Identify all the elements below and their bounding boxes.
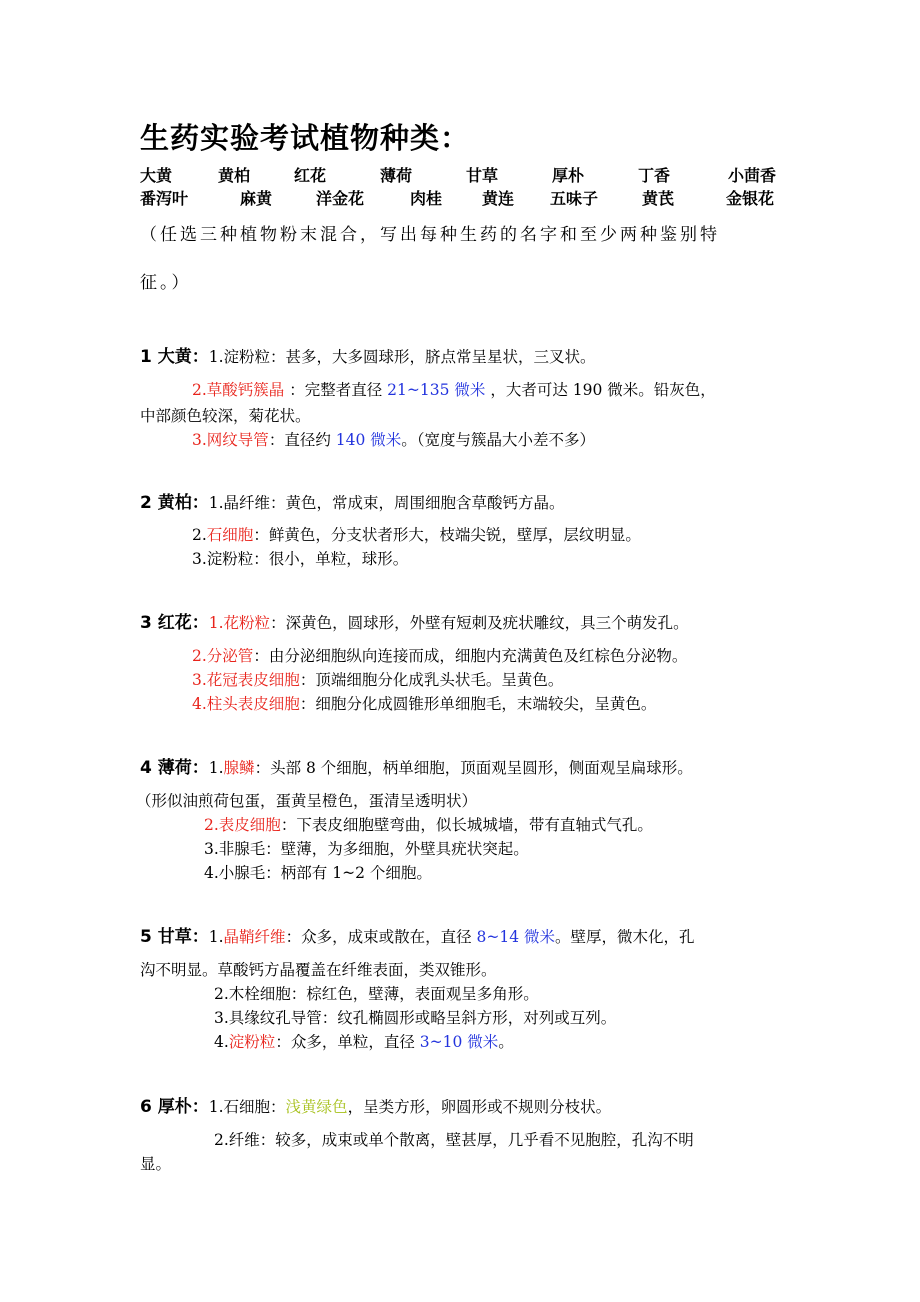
section-1-line: 中部颜色较深，菊花状。 [140, 407, 311, 425]
plant-item: 黄芪 [642, 189, 675, 208]
key-feature: 表皮细胞 [218, 816, 281, 834]
section-1-line: 2.草酸钙簇晶 ：完整者直径 21~135 微米 ，大者可达 190 微米。铅灰色， [192, 381, 716, 399]
section-5-line: 2.木栓细胞：棕红色，壁薄，表面观呈多角形。 [214, 985, 539, 1003]
key-feature: 花冠表皮细胞 [206, 671, 300, 689]
plant-item: 番泻叶 [140, 189, 189, 208]
plant-item: 丁香 [638, 166, 671, 185]
section-5-line: 5 甘草：1.晶鞘纤维：众多，成束或散在，直径 8~14 微米。壁厚，微木化，孔 [140, 927, 695, 947]
key-feature: 柱头表皮细胞 [206, 695, 300, 713]
section-1-line: 1 大黄：1.淀粉粒：甚多，大多圆球形，脐点常呈星状，三叉状。 [140, 347, 596, 367]
key-feature: 石细胞 [206, 526, 254, 544]
section-5-line: 4.淀粉粒：众多，单粒，直径 3~10 微米。 [214, 1033, 514, 1051]
plant-item: 红花 [294, 166, 327, 185]
section-2-line: 3.淀粉粒：很小，单粒，球形。 [192, 550, 409, 568]
section-heading: 1 大黄： [140, 347, 209, 367]
section-1-line: 3.网纹导管：直径约 140 微米。（宽度与簇晶大小差不多） [192, 431, 596, 449]
plant-item: 厚朴 [552, 166, 585, 185]
section-heading: 5 甘草： [140, 927, 209, 947]
instruction-note-line: （任选三种植物粉末混合，写出每种生药的名字和至少两种鉴别特 [140, 225, 720, 245]
section-heading: 3 红花： [140, 613, 209, 633]
measure-value: 8~14 微米 [476, 928, 555, 946]
measure-value: 140 微米 [335, 431, 402, 449]
plant-item: 大黄 [140, 166, 173, 185]
section-heading: 2 黄柏： [140, 493, 209, 513]
plant-item: 肉桂 [410, 189, 443, 208]
instruction-note-line: 征。） [140, 273, 192, 293]
section-4-line: 4.小腺毛：柄部有 1~2 个细胞。 [204, 864, 432, 882]
section-4-line: 4 薄荷：1.腺鳞：头部 8 个细胞，柄单细胞，顶面观呈圆形，侧面观呈扁球形。 [140, 758, 693, 778]
plant-item: 金银花 [726, 189, 775, 208]
section-5-line: 沟不明显。草酸钙方晶覆盖在纤维表面，类双锥形。 [140, 961, 497, 979]
plant-item: 甘草 [466, 166, 499, 185]
section-6-line: 6 厚朴：1.石细胞：浅黄绿色，呈类方形，卵圆形或不规则分枝状。 [140, 1097, 612, 1117]
section-4-line: （形似油煎荷包蛋，蛋黄呈橙色，蛋清呈透明状） [136, 792, 478, 810]
section-6-line: 2.纤维：较多，成束或单个散离，壁甚厚，几乎看不见胞腔，孔沟不明 [214, 1131, 694, 1149]
section-3-line: 3.花冠表皮细胞：顶端细胞分化成乳头状毛。呈黄色。 [192, 671, 564, 689]
key-feature: 草酸钙簇晶 [206, 381, 285, 399]
section-3-line: 4.柱头表皮细胞：细胞分化成圆锥形单细胞毛，末端较尖，呈黄色。 [192, 695, 657, 713]
section-heading: 4 薄荷： [140, 758, 209, 778]
section-3-line: 3 红花：1.花粉粒：深黄色，圆球形，外壁有短刺及疣状雕纹，具三个萌发孔。 [140, 613, 689, 633]
measure-value: 3~10 微米 [419, 1033, 499, 1051]
section-4-line: 2.表皮细胞：下表皮细胞壁弯曲，似长城城墙，带有直轴式气孔。 [204, 816, 653, 834]
key-feature: 晶鞘纤维 [223, 928, 286, 946]
key-feature: 花粉粒 [223, 614, 271, 632]
plant-item: 薄荷 [380, 166, 413, 185]
key-feature: 淀粉粒 [228, 1033, 276, 1051]
key-feature: 分泌管 [206, 647, 254, 665]
plant-item: 洋金花 [316, 189, 365, 208]
key-feature: 网纹导管 [206, 431, 269, 449]
section-5-line: 3.具缘纹孔导管：纹孔椭圆形或略呈斜方形，对列或互列。 [214, 1009, 617, 1027]
plant-item: 麻黄 [240, 189, 273, 208]
section-4-line: 3.非腺毛：壁薄，为多细胞，外壁具疣状突起。 [204, 840, 529, 858]
section-6-line: 显。 [140, 1155, 172, 1173]
section-3-line: 2.分泌管：由分泌细胞纵向连接而成，细胞内充满黄色及红棕色分泌物。 [192, 647, 688, 665]
plant-item: 黄连 [482, 189, 515, 208]
plant-item: 黄柏 [218, 166, 251, 185]
section-2-line: 2 黄柏：1.晶纤维：黄色，常成束，周围细胞含草酸钙方晶。 [140, 493, 565, 513]
page-title: 生药实验考试植物种类： [140, 121, 471, 155]
section-2-line: 2.石细胞：鲜黄色，分支状者形大，枝端尖锐，壁厚，层纹明显。 [192, 526, 641, 544]
key-feature: 腺鳞 [223, 759, 255, 777]
plant-item: 五味子 [550, 189, 599, 208]
color-term: 浅黄绿色 [285, 1098, 348, 1116]
section-heading: 6 厚朴： [140, 1097, 209, 1117]
plant-item: 小茴香 [728, 166, 777, 185]
measure-value: 21~135 微米 [387, 381, 486, 399]
